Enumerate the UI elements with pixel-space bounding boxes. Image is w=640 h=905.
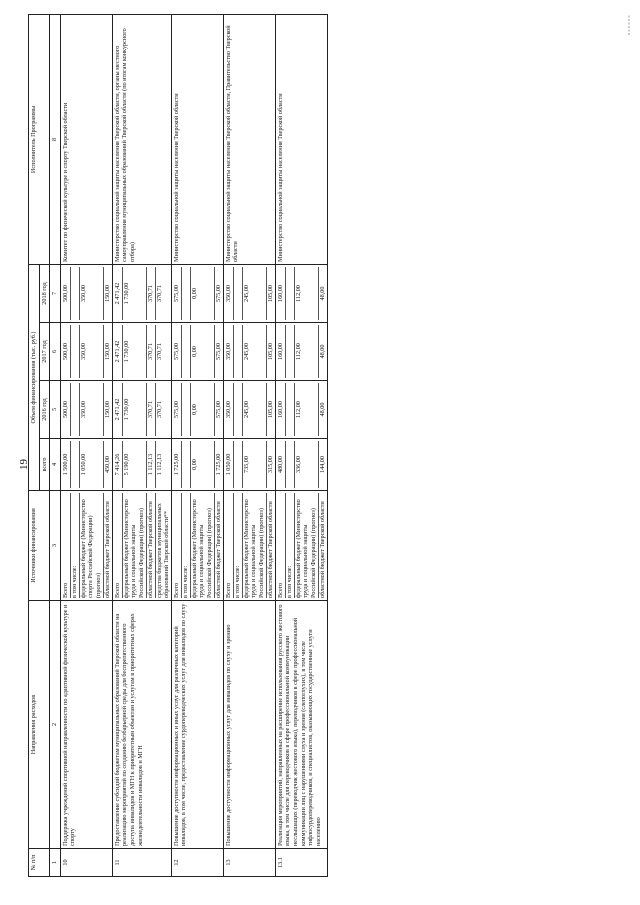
- row-direction: Поддержка учреждений спортивной направленности по адаптивной физической культуре и спорту: [60, 601, 112, 849]
- amount-value: 500,00: [62, 267, 71, 320]
- row-number: 13: [223, 849, 275, 877]
- column-number: 6: [50, 323, 61, 381]
- table-body: [60, 14, 327, 876]
- row-sources: [60, 491, 112, 601]
- amount-value: 105,00: [266, 401, 274, 419]
- header-2018: 2018 год: [39, 264, 50, 322]
- column-number-row: [50, 14, 61, 876]
- row-y2017: [60, 323, 112, 381]
- amount-value: [182, 267, 191, 320]
- amount-value: 0,00: [191, 441, 215, 488]
- amount-value: 1 725,00: [173, 441, 182, 488]
- amount-value: 2 471,42: [114, 383, 123, 436]
- amount-value: 0,00: [191, 267, 215, 320]
- source-line: федеральный бюджет (Министерство труда и социальной защиты Российской Федерации) (прогноз): [295, 493, 319, 598]
- row-executor: Министерство социальной защиты населения Тверской области: [275, 14, 327, 264]
- source-line: областной бюджет Тверской области: [147, 493, 156, 598]
- row-y2016: [275, 381, 327, 439]
- amount-value: 150,00: [103, 284, 111, 302]
- row-total: [275, 439, 327, 491]
- row-y2017: [275, 323, 327, 381]
- row-sources: [112, 491, 171, 601]
- source-line: Всего: [114, 493, 123, 598]
- source-line: областной бюджет Тверской области: [318, 501, 326, 598]
- amount-value: 245,00: [243, 383, 267, 436]
- amount-value: 1 730,00: [123, 383, 147, 436]
- source-line: в том числе:: [71, 493, 80, 598]
- amount-value: [71, 325, 80, 378]
- row-direction: Повышение доступности информационных и иных услуг для различных категорий инвалидов, в том числе, предоставление сурдопереводческих услуг для инвалидов по слуху: [171, 601, 223, 849]
- amount-value: 48,00: [318, 344, 326, 359]
- header-direction: Направления расходов: [29, 601, 50, 849]
- table-row: [171, 14, 223, 876]
- row-sources: [171, 491, 223, 601]
- row-y2017: [112, 323, 171, 381]
- row-sources: [223, 491, 275, 601]
- source-line: Всего: [62, 493, 71, 598]
- amount-value: 1 500,00: [62, 441, 71, 488]
- amount-value: 48,00: [318, 402, 326, 417]
- amount-value: [286, 383, 295, 436]
- amount-value: [286, 325, 295, 378]
- column-number: 7: [50, 264, 61, 322]
- amount-value: 2 471,42: [114, 267, 123, 320]
- row-total: [112, 439, 171, 491]
- source-line: в том числе:: [286, 493, 295, 598]
- amount-value: [182, 325, 191, 378]
- source-line: в том числе:: [234, 493, 243, 598]
- amount-value: 160,00: [277, 383, 286, 436]
- amount-value: [286, 441, 295, 488]
- amount-value: 2 471,42: [114, 325, 123, 378]
- amount-value: 315,00: [266, 456, 274, 474]
- row-y2016: [60, 381, 112, 439]
- row-executor: Комитет по физической культуре и спорту Тверской области: [60, 14, 112, 264]
- row-y2018: [275, 264, 327, 322]
- amount-value: [71, 267, 80, 320]
- table-row: [223, 14, 275, 876]
- source-line: федеральный бюджет (Министерство труда и социальной защиты Российской Федерации) (прогноз): [191, 493, 215, 598]
- amount-value: 112,00: [295, 325, 319, 378]
- amount-value: 1 050,00: [225, 441, 234, 488]
- amount-value: 370,71: [147, 383, 156, 436]
- header-2016: 2016 год: [39, 381, 50, 439]
- amount-value: [234, 267, 243, 320]
- amount-value: 0,00: [191, 383, 215, 436]
- financing-table: [28, 14, 328, 877]
- table-row: [60, 14, 112, 876]
- column-number: 5: [50, 381, 61, 439]
- row-direction: Реализация мероприятий, направленных на расширение использования русского жестового языка, в том числе для переводчиков в сфере профессиональной коммуникации неслышащих (переводчик жестового языка), переводчиков в сфере профессиональной коммуникации лиц с нарушениями слуха и зрения (слепоглухих), в том числе тифлосурдопереводчиков, и специалистов, оказывающих государственные услуги населению: [275, 601, 327, 849]
- row-executor: Министерство социальной защиты населения Тверской области, органы местного самоуправления муниципальных образований Тверской области (по итогам конкурсного отбора): [112, 14, 171, 264]
- source-line: областной бюджет Тверской области: [103, 501, 111, 598]
- amount-value: 7 414,26: [114, 441, 123, 488]
- column-number: 8: [50, 14, 61, 264]
- source-line: областной бюджет Тверской области: [214, 501, 222, 598]
- amount-value: 144,00: [318, 456, 326, 474]
- amount-value: [234, 383, 243, 436]
- amount-value: 160,00: [277, 267, 286, 320]
- amount-value: 112,00: [295, 267, 319, 320]
- amount-value: [71, 441, 80, 488]
- amount-value: 336,00: [295, 441, 319, 488]
- amount-value: 48,00: [318, 286, 326, 301]
- source-line: Всего: [277, 493, 286, 598]
- row-executor: Министерство социальной защиты населения Тверской области, Правительство Тверской области: [223, 14, 275, 264]
- header-row-1: [29, 14, 40, 876]
- amount-value: 575,00: [214, 284, 222, 302]
- amount-value: 1 730,00: [123, 267, 147, 320]
- source-line: Всего: [225, 493, 234, 598]
- row-y2016: [112, 381, 171, 439]
- amount-value: [71, 383, 80, 436]
- source-line: федеральный бюджет (Министерство спорта Российской Федерации) (прогноз): [80, 493, 104, 598]
- amount-value: 1 725,00: [214, 453, 222, 476]
- row-y2017: [223, 323, 275, 381]
- amount-value: 575,00: [214, 343, 222, 361]
- column-number: 4: [50, 439, 61, 491]
- amount-value: 350,00: [225, 267, 234, 320]
- amount-value: 370,71: [155, 401, 163, 419]
- amount-value: 160,00: [277, 325, 286, 378]
- row-y2018: [223, 264, 275, 322]
- row-y2017: [171, 323, 223, 381]
- amount-value: 245,00: [243, 267, 267, 320]
- amount-value: [234, 441, 243, 488]
- row-y2018: [112, 264, 171, 322]
- row-y2018: [60, 264, 112, 322]
- amount-value: 735,00: [243, 441, 267, 488]
- row-direction: Повышение доступности информационных услуг для инвалидов по слуху и зрению: [223, 601, 275, 849]
- amount-value: 575,00: [173, 325, 182, 378]
- source-line: федеральный бюджет (Министерство труда и социальной защиты Российской Федерации) (прогноз): [243, 493, 267, 598]
- source-line: средства бюджетов муниципальных образований Тверской области**: [155, 503, 171, 598]
- page-number: 19: [18, 459, 30, 470]
- amount-value: 350,00: [80, 383, 104, 436]
- row-number: 13.1: [275, 849, 327, 877]
- amount-value: 105,00: [266, 343, 274, 361]
- amount-value: 500,00: [62, 383, 71, 436]
- header-total: всего: [39, 439, 50, 491]
- row-number: 11: [112, 849, 171, 877]
- scan-mark: [626, 15, 632, 35]
- amount-value: 150,00: [103, 343, 111, 361]
- amount-value: 370,71: [147, 267, 156, 320]
- amount-value: 575,00: [173, 383, 182, 436]
- source-line: в том числе:: [182, 493, 191, 598]
- row-executor: Министерство социальной защиты населения Тверской области: [171, 14, 223, 264]
- amount-value: 450,00: [103, 456, 111, 474]
- column-number: 2: [50, 601, 61, 849]
- header-num: № п/п: [29, 849, 50, 877]
- amount-value: [286, 267, 295, 320]
- row-total: [60, 439, 112, 491]
- source-line: областной бюджет Тверской области: [266, 501, 274, 598]
- amount-value: [182, 383, 191, 436]
- amount-value: [182, 441, 191, 488]
- amount-value: 370,71: [155, 343, 163, 361]
- header-2017: 2017 год: [39, 323, 50, 381]
- column-number: 1: [50, 849, 61, 877]
- row-sources: [275, 491, 327, 601]
- amount-value: 1 112,13: [155, 453, 163, 476]
- source-line: федеральный бюджет (Министерство труда и социальной защиты Российской Федерации) (прогноз): [123, 493, 147, 598]
- amount-value: 5 190,00: [123, 441, 147, 488]
- amount-value: 350,00: [225, 325, 234, 378]
- row-y2016: [223, 381, 275, 439]
- row-direction: Предоставление субсидий бюджетам муниципальных образований Тверской области на реализацию мероприятий по созданию безбарьерной среды для беспрепятственного доступа инвалидов и МГН к приоритетным объектам и услугам в приоритетных сферах жизнедеятельности инвалидов и МГН: [112, 601, 171, 849]
- amount-value: [234, 325, 243, 378]
- amount-value: 1 112,13: [147, 441, 156, 488]
- amount-value: 370,71: [147, 325, 156, 378]
- amount-value: 112,00: [295, 383, 319, 436]
- amount-value: 500,00: [62, 325, 71, 378]
- amount-value: 350,00: [80, 325, 104, 378]
- header-source: Источники финансирования: [29, 491, 50, 601]
- amount-value: 350,00: [225, 383, 234, 436]
- amount-value: 105,00: [266, 284, 274, 302]
- table-row: [275, 14, 327, 876]
- row-total: [223, 439, 275, 491]
- amount-value: 1 050,00: [80, 441, 104, 488]
- row-y2018: [171, 264, 223, 322]
- row-y2016: [171, 381, 223, 439]
- amount-value: 575,00: [173, 267, 182, 320]
- amount-value: 0,00: [191, 325, 215, 378]
- header-executor: Исполнитель Программы: [29, 14, 50, 264]
- row-number: 12: [171, 849, 223, 877]
- column-number: 3: [50, 491, 61, 601]
- amount-value: 1 730,00: [123, 325, 147, 378]
- amount-value: 150,00: [103, 401, 111, 419]
- table-row: [112, 14, 171, 876]
- amount-value: 245,00: [243, 325, 267, 378]
- amount-value: 350,00: [80, 267, 104, 320]
- amount-value: 370,71: [155, 284, 163, 302]
- amount-value: 575,00: [214, 401, 222, 419]
- header-volume: Объем финансирования (тыс. руб.): [29, 264, 40, 490]
- row-total: [171, 439, 223, 491]
- source-line: Всего: [173, 493, 182, 598]
- row-number: 10: [60, 849, 112, 877]
- amount-value: 480,00: [277, 441, 286, 488]
